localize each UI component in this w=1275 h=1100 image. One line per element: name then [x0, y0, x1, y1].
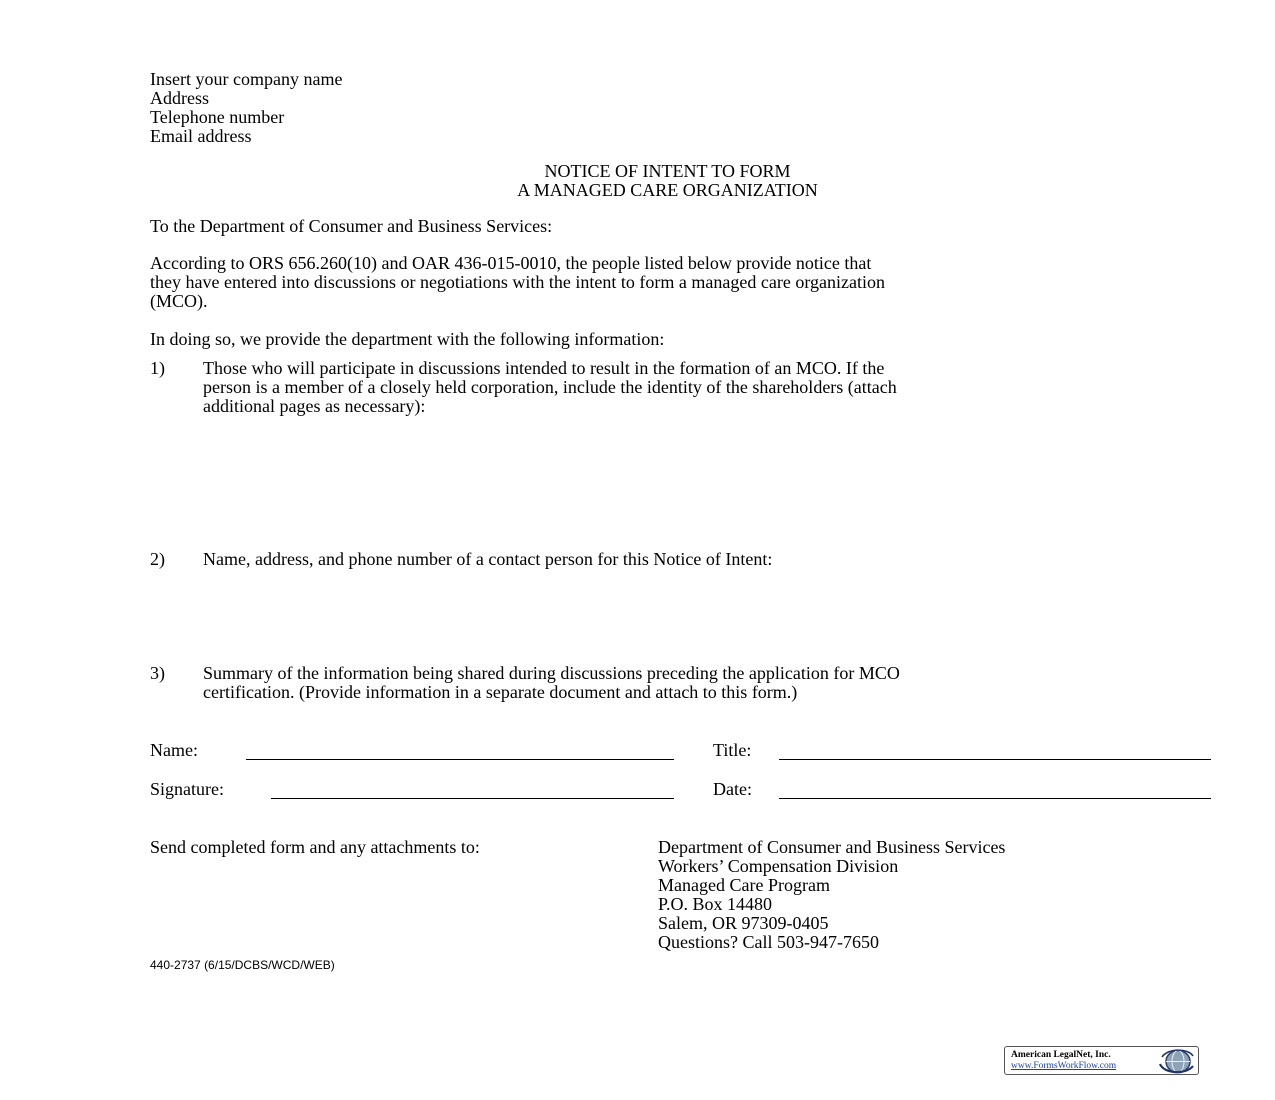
- company-address: Address: [150, 88, 209, 108]
- item-2-line1: Name, address, and phone number of a contact person for this Notice of Intent:: [203, 549, 773, 569]
- form-title: [150, 162, 1185, 200]
- mailing-address-line: Managed Care Program: [658, 875, 830, 895]
- mailing-address-line: Salem, OR 97309-0405: [658, 913, 829, 933]
- item-3-number: 3): [150, 663, 165, 683]
- signature-label: Signature:: [150, 779, 224, 799]
- name-label: Name:: [150, 740, 198, 760]
- form-title-line2: A MANAGED CARE ORGANIZATION: [517, 180, 818, 200]
- name-field-line[interactable]: [246, 759, 674, 760]
- salutation: To the Department of Consumer and Business Services:: [150, 216, 553, 236]
- intro-line3: (MCO).: [150, 291, 208, 311]
- intro-paragraph: [150, 254, 885, 311]
- company-phone: Telephone number: [150, 107, 285, 127]
- signature-field-line[interactable]: [271, 798, 674, 799]
- intro-line1: According to ORS 656.260(10) and OAR 436-015-0010, the people listed below provide notice that: [150, 253, 872, 273]
- badge-company: American LegalNet, Inc.: [1011, 1050, 1111, 1060]
- item-1-line3: additional pages as necessary):: [203, 396, 426, 416]
- lead-text: In doing so, we provide the department with the following information:: [150, 329, 665, 349]
- forms-workflow-badge[interactable]: [1004, 1046, 1199, 1075]
- mailing-address: [658, 838, 1005, 952]
- item-2-number: 2): [150, 549, 165, 569]
- badge-url[interactable]: www.FormsWorkFlow.com: [1011, 1061, 1117, 1071]
- item-3-line1: Summary of the information being shared during discussions preceding the application for MCO: [203, 663, 900, 683]
- form-code-number: 440-2737: [150, 958, 201, 972]
- company-name: Insert your company name: [150, 69, 343, 89]
- item-3-line2: certification. (Provide information in a separate document and attach to this form.): [203, 682, 798, 702]
- globe-swirl-icon: [1156, 1048, 1196, 1075]
- item-1-text: [203, 359, 897, 416]
- intro-line2: they have entered into discussions or negotiations with the intent to form a managed care organization: [150, 272, 885, 292]
- item-1-line1: Those who will participate in discussions intended to result in the formation of an MCO. If the: [203, 358, 885, 378]
- mailing-address-line: Questions? Call 503-947-7650: [658, 932, 879, 952]
- form-code: [150, 958, 335, 972]
- mailing-address-line: Workers’ Compensation Division: [658, 856, 899, 876]
- mailing-address-line: Department of Consumer and Business Services: [658, 837, 1006, 857]
- company-header: [150, 70, 342, 146]
- item-2-text: [203, 550, 772, 569]
- item-3-text: [203, 664, 900, 702]
- item-1-line2: person is a member of a closely held corporation, include the identity of the shareholders (attach: [203, 377, 897, 397]
- item-1-number: 1): [150, 358, 165, 378]
- date-field-line[interactable]: [779, 798, 1211, 799]
- form-title-line1: NOTICE OF INTENT TO FORM: [544, 161, 791, 181]
- date-label: Date:: [713, 779, 752, 799]
- send-to-label: Send completed form and any attachments to:: [150, 837, 480, 857]
- title-label: Title:: [713, 740, 752, 760]
- title-field-line[interactable]: [779, 759, 1211, 760]
- mailing-address-line: P.O. Box 14480: [658, 894, 773, 914]
- company-email: Email address: [150, 126, 252, 146]
- form-code-suffix: (6/15/DCBS/WCD/WEB): [204, 958, 335, 972]
